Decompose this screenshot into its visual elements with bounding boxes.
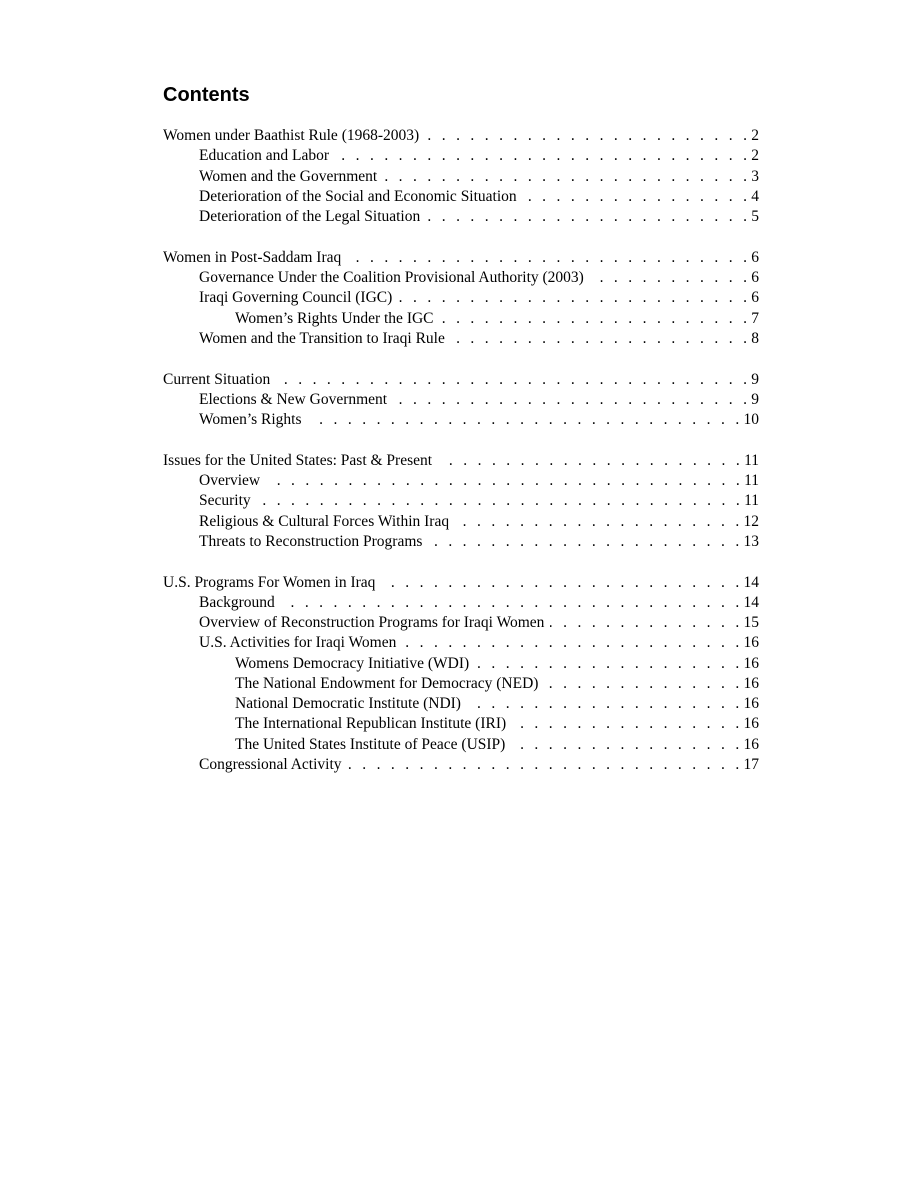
toc-entry-title: Current Situation <box>163 370 271 388</box>
toc-entry[interactable] <box>163 268 759 288</box>
toc-entry-title: Deterioration of the Social and Economic Situation <box>199 187 517 205</box>
toc-section <box>163 248 759 349</box>
toc-entry-title: Security <box>199 492 251 510</box>
contents-heading: Contents <box>163 84 250 106</box>
toc-entry-title: Iraqi Governing Council (IGC) <box>199 289 393 307</box>
toc-section <box>163 573 759 776</box>
dot-leader <box>451 329 750 349</box>
toc-entry-title: Women and the Transition to Iraqi Rule <box>199 329 445 347</box>
toc-entry-page-number: 4 <box>751 187 759 205</box>
dot-leader <box>398 288 750 308</box>
toc-entry-page-number: 3 <box>751 167 759 185</box>
toc-entry[interactable] <box>163 593 759 613</box>
dot-leader <box>455 512 742 532</box>
toc-entry[interactable] <box>163 735 759 755</box>
toc-entry-title: Issues for the United States: Past & Present <box>163 451 433 469</box>
toc-entry[interactable] <box>163 126 759 146</box>
toc-entry-page-number: 9 <box>751 390 759 408</box>
toc-entry-title: Women under Baathist Rule (1968-2003) <box>163 127 420 144</box>
toc-entry[interactable] <box>163 167 759 187</box>
toc-entry[interactable] <box>163 309 759 329</box>
toc-entry-title: U.S. Activities for Iraqi Women <box>199 634 397 652</box>
toc-entry-title: Threats to Reconstruction Programs <box>199 532 423 550</box>
toc-entry-title: Overview <box>199 472 261 489</box>
toc-entry-title: The United States Institute of Peace (USIP) <box>235 735 506 753</box>
toc-entry-title: U.S. Programs For Women in Iraq <box>163 573 376 591</box>
dot-leader <box>393 390 750 410</box>
toc-entry-page-number: 6 <box>751 248 759 266</box>
toc-entry-page-number: 6 <box>751 289 759 307</box>
toc-entry[interactable] <box>163 207 759 227</box>
toc-entry[interactable] <box>163 329 759 349</box>
toc-entry[interactable] <box>163 288 759 308</box>
toc-entry[interactable] <box>163 491 759 511</box>
toc-entry-title: Education and Labor <box>199 147 329 165</box>
toc-entry-title: Congressional Activity <box>199 755 342 773</box>
toc-entry[interactable] <box>163 674 759 694</box>
toc-entry-page-number: 5 <box>751 208 759 225</box>
dot-leader <box>438 451 743 471</box>
toc-entry-page-number: 9 <box>751 370 759 388</box>
toc-entry-page-number: 16 <box>743 634 759 652</box>
toc-entry-title: The National Endowment for Democracy (NED) <box>235 674 539 692</box>
toc-entry[interactable] <box>163 755 759 775</box>
dot-leader <box>266 471 743 491</box>
toc-entry-title: Women and the Government <box>199 167 378 185</box>
toc-entry-title: Deterioration of the Legal Situation <box>199 208 421 225</box>
toc-entry[interactable] <box>163 370 759 390</box>
toc-entry-page-number: 6 <box>751 269 759 286</box>
toc-entry-page-number: 2 <box>751 147 759 165</box>
dot-leader <box>550 613 742 633</box>
toc-entry[interactable] <box>163 471 759 491</box>
toc-section <box>163 451 759 552</box>
dot-leader <box>335 146 750 166</box>
toc-entry[interactable] <box>163 390 759 410</box>
dot-leader <box>383 167 750 187</box>
dot-leader <box>347 248 750 268</box>
toc-entry-page-number: 14 <box>743 593 759 611</box>
toc-entry-page-number: 14 <box>743 573 759 591</box>
toc-entry-page-number: 16 <box>743 735 759 753</box>
toc-entry-page-number: 7 <box>751 309 759 327</box>
dot-leader <box>440 309 751 329</box>
dot-leader <box>426 207 750 227</box>
dot-leader <box>544 674 742 694</box>
toc-entry[interactable] <box>163 248 759 268</box>
dot-leader <box>428 532 742 552</box>
toc-entry-title: Women in Post-Saddam Iraq <box>163 248 342 266</box>
toc-entry-page-number: 16 <box>743 654 759 672</box>
toc-entry[interactable] <box>163 654 759 674</box>
toc-entry-page-number: 11 <box>744 451 759 469</box>
toc-entry[interactable] <box>163 410 759 430</box>
toc-entry[interactable] <box>163 187 759 207</box>
dot-leader <box>475 654 742 674</box>
toc-entry-page-number: 11 <box>744 472 759 489</box>
toc-entry-title: Background <box>199 593 275 611</box>
dot-leader <box>467 694 743 714</box>
dot-leader <box>402 633 742 653</box>
dot-leader <box>281 593 743 613</box>
toc-entry-title: Overview of Reconstruction Programs for Iraqi Women <box>199 614 545 631</box>
toc-entry-page-number: 12 <box>743 512 759 530</box>
toc-entry-page-number: 8 <box>751 329 759 347</box>
toc-entry[interactable] <box>163 532 759 552</box>
toc-entry-title: Women’s Rights Under the IGC <box>235 309 434 327</box>
toc-entry[interactable] <box>163 146 759 166</box>
toc-entry-title: Womens Democracy Initiative (WDI) <box>235 654 470 672</box>
toc-entry-page-number: 2 <box>751 127 759 144</box>
dot-leader <box>511 735 742 755</box>
toc-entry-page-number: 16 <box>743 695 759 712</box>
toc-entry-page-number: 17 <box>743 755 759 773</box>
toc-entry-page-number: 16 <box>743 674 759 692</box>
dot-leader <box>425 126 750 146</box>
dot-leader <box>512 714 742 734</box>
dot-leader <box>257 491 743 511</box>
toc-entry-page-number: 11 <box>744 492 759 510</box>
toc-entry[interactable] <box>163 512 759 532</box>
toc-entry-title: The International Republican Institute (IRI) <box>235 715 507 733</box>
dot-leader <box>308 410 743 430</box>
dot-leader <box>276 370 750 390</box>
toc-entry-title: Elections & New Government <box>199 390 388 408</box>
dot-leader <box>590 268 750 288</box>
toc-entry[interactable] <box>163 694 759 714</box>
toc-entry[interactable] <box>163 714 759 734</box>
toc-entry[interactable] <box>163 633 759 653</box>
toc-entry-page-number: 10 <box>743 411 759 428</box>
toc-entry[interactable] <box>163 451 759 471</box>
toc-entry-title: Governance Under the Coalition Provisional Authority (2003) <box>199 269 584 286</box>
dot-leader <box>523 187 751 207</box>
toc-section <box>163 370 759 431</box>
table-of-contents <box>163 126 759 796</box>
toc-entry-page-number: 16 <box>743 715 759 733</box>
toc-entry-title: Religious & Cultural Forces Within Iraq <box>199 512 450 530</box>
toc-entry-page-number: 15 <box>743 614 759 631</box>
toc-entry[interactable] <box>163 613 759 633</box>
dot-leader <box>381 573 742 593</box>
dot-leader <box>348 755 743 775</box>
toc-entry[interactable] <box>163 573 759 593</box>
toc-entry-page-number: 13 <box>743 532 759 550</box>
toc-section <box>163 126 759 227</box>
toc-entry-title: Women’s Rights <box>199 411 302 428</box>
toc-entry-title: National Democratic Institute (NDI) <box>235 695 461 712</box>
